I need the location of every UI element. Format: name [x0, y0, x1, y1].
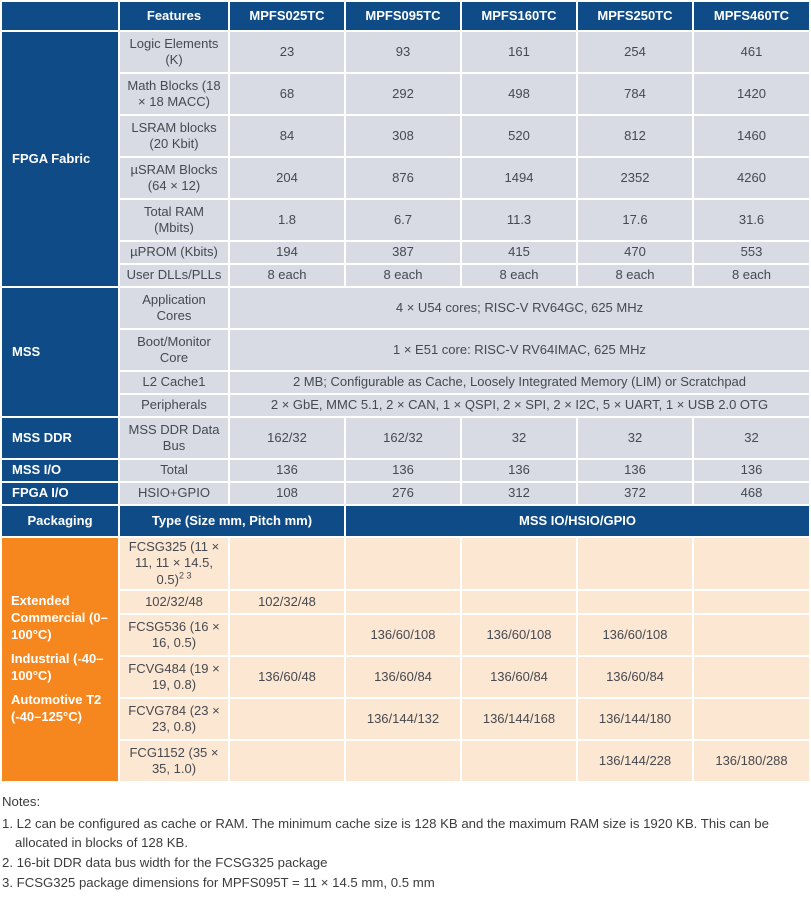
value-cell: 136 [578, 460, 692, 481]
value-cell: 136/60/108 [578, 615, 692, 655]
value-cell: 292 [346, 74, 460, 114]
feature-label: Application Cores [120, 288, 228, 328]
value-cell: 520 [462, 116, 576, 156]
value-cell: 23 [230, 32, 344, 72]
value-cell [462, 741, 576, 781]
value-cell-span: 2 × GbE, MMC 5.1, 2 × CAN, 1 × QSPI, 2 × SPI, 2 × I2C, 5 × UART, 1 × USB 2.0 OTG [230, 395, 809, 416]
value-cell [462, 538, 576, 589]
value-cell: 11.3 [462, 200, 576, 240]
value-cell: 461 [694, 32, 809, 72]
package-label-text: 102/32/48 [145, 593, 203, 609]
package-label-text: FCVG484 (19 × 19, 0.8) [128, 660, 220, 692]
value-cell: 136/60/108 [346, 615, 460, 655]
package-label-text: FCG1152 (35 × 35, 1.0) [129, 744, 219, 776]
value-cell: 136/60/84 [578, 657, 692, 697]
package-label [120, 615, 228, 655]
section-category-fpga-io: FPGA I/O [2, 483, 118, 504]
features-column-header: Features [120, 2, 228, 30]
value-cell: 32 [578, 418, 692, 458]
packaging-type-header: Type (Size mm, Pitch mm) [120, 506, 344, 536]
value-cell: 6.7 [346, 200, 460, 240]
feature-label: Total RAM (Mbits) [120, 200, 228, 240]
value-cell [578, 591, 692, 613]
value-cell [346, 591, 460, 613]
product-column-header-mpfs025tc: MPFS025TC [230, 2, 344, 30]
value-cell: 136/60/48 [230, 657, 344, 697]
value-cell: 68 [230, 74, 344, 114]
value-cell: 32 [462, 418, 576, 458]
value-cell: 108 [230, 483, 344, 504]
value-cell: 553 [694, 242, 809, 263]
value-cell [694, 615, 809, 655]
section-category-fpga-fabric: FPGA Fabric [2, 32, 118, 286]
notes-heading: Notes: [2, 793, 41, 809]
value-cell: 32 [694, 418, 809, 458]
value-cell: 276 [346, 483, 460, 504]
package-label [120, 741, 228, 781]
feature-label: Peripherals [120, 395, 228, 416]
section-category-mss-io: MSS I/O [2, 460, 118, 481]
value-cell: 136/60/84 [346, 657, 460, 697]
value-cell [694, 657, 809, 697]
package-label-text: FCVG784 (23 × 23, 0.8) [128, 702, 220, 734]
value-cell [230, 615, 344, 655]
value-cell: 136/180/288 [694, 741, 809, 781]
footnote-reference: 2 3 [178, 570, 192, 581]
value-cell: 136 [462, 460, 576, 481]
value-cell: 372 [578, 483, 692, 504]
value-cell: 308 [346, 116, 460, 156]
value-cell: 136/144/228 [578, 741, 692, 781]
value-cell-span: 1 × E51 core: RISC-V RV64IMAC, 625 MHz [230, 330, 809, 370]
package-label-text: FCSG536 (16 × 16, 0.5) [128, 618, 220, 650]
value-cell: 415 [462, 242, 576, 263]
value-cell: 8 each [230, 265, 344, 286]
feature-label: Total [120, 460, 228, 481]
value-cell: 312 [462, 483, 576, 504]
feature-label: Logic Elements (K) [120, 32, 228, 72]
section-category-mss: MSS [2, 288, 118, 416]
feature-label: HSIO+GPIO [120, 483, 228, 504]
feature-label: µPROM (Kbits) [120, 242, 228, 263]
value-cell: 1460 [694, 116, 809, 156]
value-cell: 136/60/84 [462, 657, 576, 697]
section-category-mss-ddr: MSS DDR [2, 418, 118, 458]
value-cell: 17.6 [578, 200, 692, 240]
package-label [120, 699, 228, 739]
feature-label: Boot/Monitor Core [120, 330, 228, 370]
value-cell: 136/144/180 [578, 699, 692, 739]
package-label-text: FCSG325 (11 × 11, 11 × 14.5, 0.5) [128, 539, 220, 587]
package-label [120, 538, 228, 589]
package-label [120, 657, 228, 697]
value-cell: 876 [346, 158, 460, 198]
value-cell: 136/144/168 [462, 699, 576, 739]
value-cell [346, 538, 460, 589]
value-cell-span: 2 MB; Configurable as Cache, Loosely Integrated Memory (LIM) or Scratchpad [230, 372, 809, 393]
value-cell: 2352 [578, 158, 692, 198]
value-cell: 136 [694, 460, 809, 481]
value-cell: 93 [346, 32, 460, 72]
value-cell: 161 [462, 32, 576, 72]
product-column-header-mpfs160tc: MPFS160TC [462, 2, 576, 30]
value-cell [230, 699, 344, 739]
value-cell: 1420 [694, 74, 809, 114]
value-cell: 8 each [694, 265, 809, 286]
value-cell: 4260 [694, 158, 809, 198]
value-cell [694, 591, 809, 613]
value-cell: 498 [462, 74, 576, 114]
value-cell [694, 538, 809, 589]
value-cell: 162/32 [346, 418, 460, 458]
temp-grade-extended-commercial: Extended Commercial (0–100°C) [11, 593, 108, 643]
value-cell: 8 each [462, 265, 576, 286]
value-cell: 136 [230, 460, 344, 481]
value-cell: 812 [578, 116, 692, 156]
product-column-header-mpfs460tc: MPFS460TC [694, 2, 809, 30]
value-cell: 162/32 [230, 418, 344, 458]
value-cell [462, 591, 576, 613]
value-cell: 784 [578, 74, 692, 114]
value-cell: 204 [230, 158, 344, 198]
temp-grade-automotive: Automotive T2 (-40–125°C) [11, 691, 102, 724]
feature-label: L2 Cache1 [120, 372, 228, 393]
value-cell [230, 538, 344, 589]
table-corner-cell [2, 2, 118, 30]
value-cell [346, 741, 460, 781]
value-cell: 8 each [346, 265, 460, 286]
value-cell: 194 [230, 242, 344, 263]
value-cell: 8 each [578, 265, 692, 286]
note-item-2: 2. 16-bit DDR data bus width for the FCSG325 package [2, 855, 328, 871]
temp-grade-industrial: Industrial (-40–100°C) [11, 650, 104, 683]
note-item-1: 1. L2 can be configured as cache or RAM. The minimum cache size is 128 KB and the maximum RAM size is 1920 KB. This can be allocated in blocks of 128 KB. [2, 815, 769, 851]
product-column-header-mpfs095tc: MPFS095TC [346, 2, 460, 30]
value-cell: 470 [578, 242, 692, 263]
value-cell [578, 538, 692, 589]
feature-label: LSRAM blocks (20 Kbit) [120, 116, 228, 156]
value-cell [230, 741, 344, 781]
value-cell: 136/60/108 [462, 615, 576, 655]
section-category-temperature-grades [2, 538, 118, 781]
value-cell: 136 [346, 460, 460, 481]
notes-section [2, 792, 809, 893]
value-cell: 31.6 [694, 200, 809, 240]
feature-label: MSS DDR Data Bus [120, 418, 228, 458]
value-cell-span: 4 × U54 cores; RISC-V RV64GC, 625 MHz [230, 288, 809, 328]
value-cell: 136/144/132 [346, 699, 460, 739]
value-cell: 254 [578, 32, 692, 72]
feature-label: Math Blocks (18 × 18 MACC) [120, 74, 228, 114]
value-cell: 84 [230, 116, 344, 156]
value-cell: 387 [346, 242, 460, 263]
package-label [120, 591, 228, 613]
feature-label: µSRAM Blocks (64 × 12) [120, 158, 228, 198]
product-column-header-mpfs250tc: MPFS250TC [578, 2, 692, 30]
value-cell: 468 [694, 483, 809, 504]
note-item-3: 3. FCSG325 package dimensions for MPFS095T = 11 × 14.5 mm, 0.5 mm [2, 874, 435, 890]
value-cell: 102/32/48 [230, 591, 344, 613]
feature-label: User DLLs/PLLs [120, 265, 228, 286]
value-cell [694, 699, 809, 739]
packaging-io-header: MSS IO/HSIO/GPIO [346, 506, 809, 536]
value-cell: 1494 [462, 158, 576, 198]
section-category-packaging: Packaging [2, 506, 118, 536]
value-cell: 1.8 [230, 200, 344, 240]
